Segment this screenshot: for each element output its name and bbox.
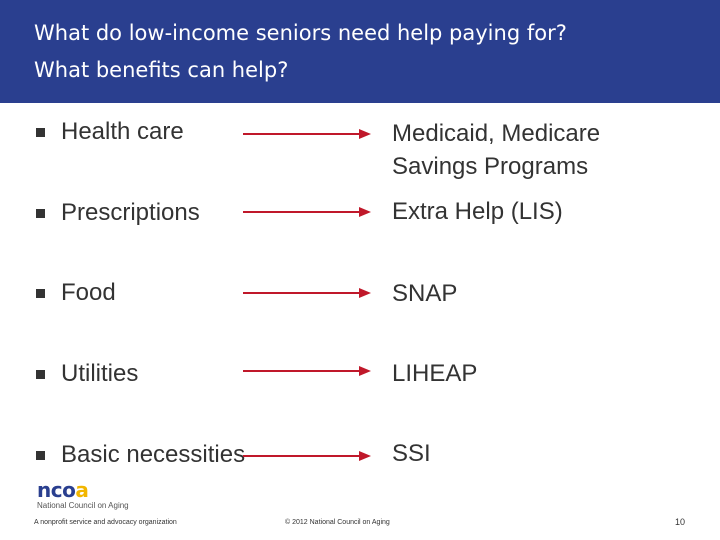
footer-copyright: © 2012 National Council on Aging — [285, 519, 390, 526]
square-bullet-icon — [36, 209, 45, 218]
square-bullet-icon — [36, 128, 45, 137]
footer-tagline: A nonprofit service and advocacy organization — [34, 519, 177, 526]
benefit-label: LIHEAP — [392, 360, 478, 387]
need-label: Food — [61, 279, 116, 306]
benefit-label: Extra Help (LIS) — [392, 198, 563, 225]
slide-title-line1: What do low-income seniors need help paying for? — [34, 21, 567, 45]
square-bullet-icon — [36, 370, 45, 379]
need-label: Basic necessities — [61, 441, 246, 468]
right-arrow-icon — [243, 286, 371, 300]
logo-wordmark: ncoa — [37, 478, 89, 502]
benefit-label: SSI — [392, 440, 431, 467]
ncoa-logo — [37, 480, 129, 511]
need-label: Health care — [61, 118, 184, 145]
page-number: 10 — [675, 517, 686, 527]
logo-subtitle: National Council on Aging — [37, 501, 129, 510]
title-banner — [0, 0, 720, 103]
benefit-label-line2: Savings Programs — [392, 153, 589, 180]
slide-title-line2: What benefits can help? — [34, 58, 289, 82]
benefit-label: Medicaid, Medicare — [392, 120, 601, 147]
right-arrow-icon — [243, 127, 371, 141]
right-arrow-icon — [243, 364, 371, 378]
need-label: Prescriptions — [61, 199, 200, 226]
right-arrow-icon — [243, 449, 371, 463]
square-bullet-icon — [36, 451, 45, 460]
benefit-label: SNAP — [392, 280, 458, 307]
need-label: Utilities — [61, 360, 139, 387]
right-arrow-icon — [243, 205, 371, 219]
square-bullet-icon — [36, 289, 45, 298]
